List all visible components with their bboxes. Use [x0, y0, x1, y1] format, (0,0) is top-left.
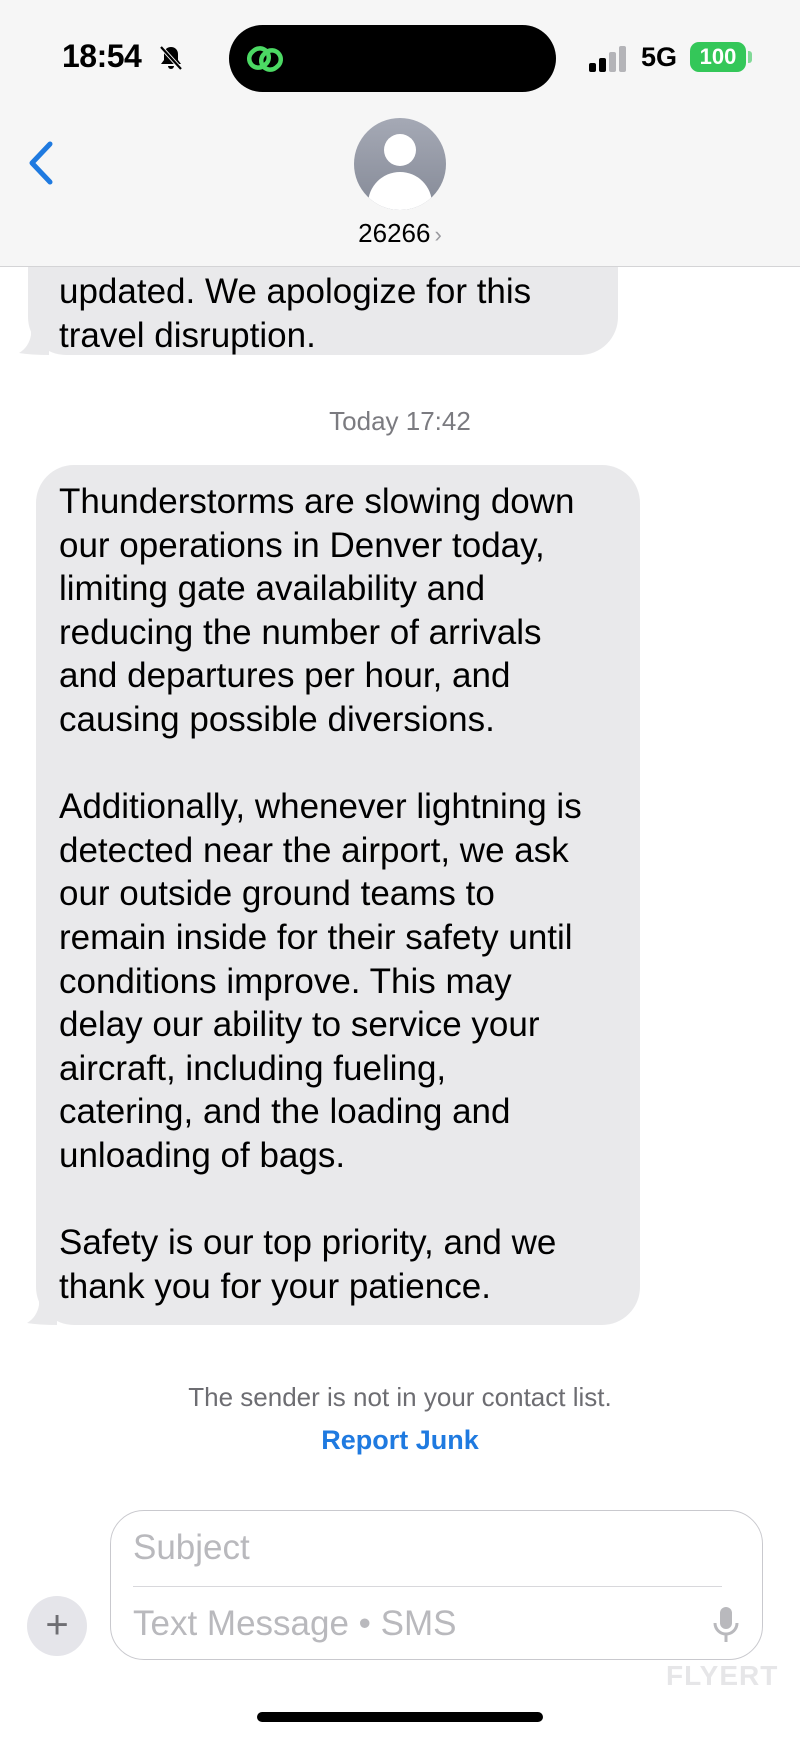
compose-divider [133, 1586, 722, 1587]
conversation-header [0, 110, 800, 267]
signal-icon [589, 46, 629, 72]
chevron-left-icon[interactable] [22, 138, 62, 188]
subject-input[interactable]: Subject [133, 1528, 250, 1567]
avatar-body [368, 172, 432, 210]
message-text: Thunderstorms are slowing down our operations in Denver today, limiting gate availability and reducing the number of arrivals and departures per hour, and causing possible diversions. Additionally, whenever lightning is detected near the airport, we ask our outside ground teams to remain inside for their safety until conditions improve. This may delay our ability to service your aircraft, including fueling, catering, and the loading and unloading of bags. Safety is our top priority, and we thank you for your patience. [59, 482, 582, 1306]
message-bubble[interactable] [36, 465, 640, 1325]
plus-button[interactable]: + [27, 1596, 87, 1656]
message-text: updated. We apologize for this travel disruption. [59, 272, 532, 355]
message-input[interactable]: Text Message • SMS [133, 1604, 457, 1643]
bell-slash-icon [157, 44, 185, 72]
link-activity-icon [245, 39, 285, 79]
status-bar [0, 0, 800, 110]
battery-icon: 100 [690, 42, 746, 72]
unknown-sender-notice: The sender is not in your contact list. [188, 1382, 612, 1412]
message-timestamp: Today 17:42 [329, 406, 471, 436]
bubble-tail [27, 1295, 57, 1325]
dynamic-island [229, 25, 556, 92]
bubble-tail [19, 325, 49, 355]
network-type: 5G [641, 42, 678, 72]
watermark: FLYERT [666, 1660, 779, 1691]
avatar-head [384, 134, 416, 166]
microphone-icon[interactable] [712, 1606, 740, 1644]
contact-number: 26266 [358, 218, 431, 248]
home-indicator[interactable] [257, 1712, 543, 1722]
compose-box[interactable] [110, 1510, 763, 1660]
battery-nub [748, 51, 752, 63]
report-junk-link[interactable]: Report Junk [321, 1425, 479, 1455]
avatar[interactable] [354, 118, 446, 210]
status-time: 18:54 [62, 38, 142, 74]
contact-name[interactable] [0, 218, 800, 249]
chevron-right-icon: › [434, 222, 442, 247]
